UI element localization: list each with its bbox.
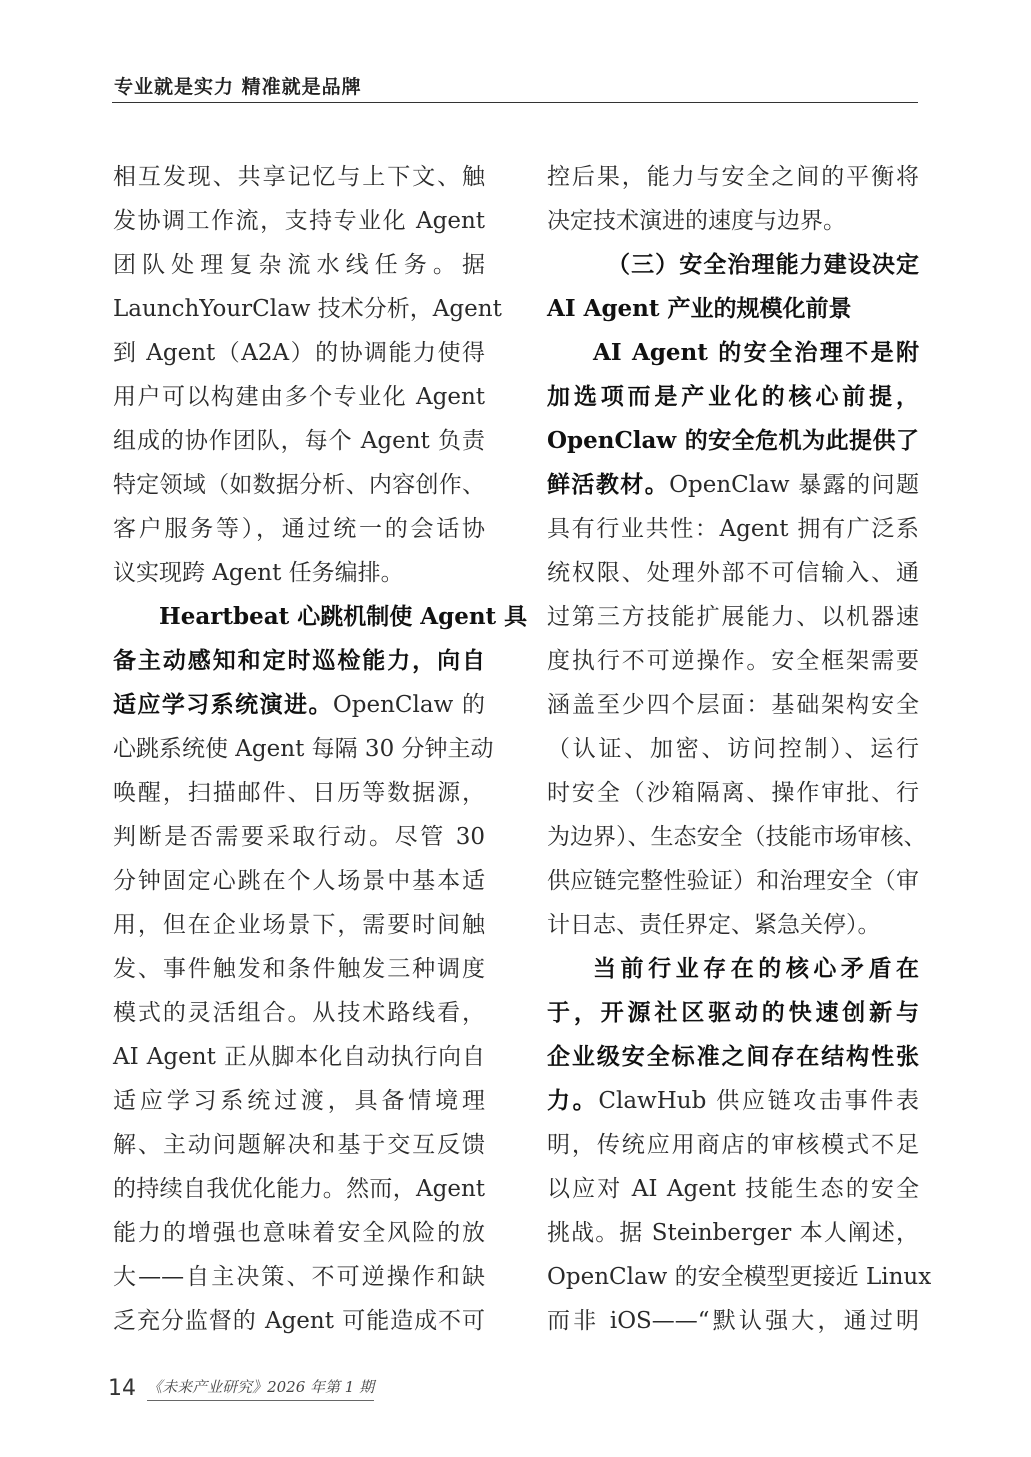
text-line (547, 1167, 919, 1211)
text-run: 用，但在企业场景下，需要时间触 (113, 912, 485, 938)
text-line (547, 551, 919, 595)
footer (108, 1376, 374, 1401)
text-line (113, 683, 485, 727)
text-run: 相互发现、共享记忆与上下文、触 (113, 164, 485, 190)
text-line (113, 1211, 485, 1255)
text-run: 解、主动问题解决和基于交互反馈 (113, 1132, 485, 1158)
text-run: OpenClaw 的 (332, 692, 486, 718)
text-run: 特定领域（如数据分析、内容创作、 (113, 472, 485, 498)
text-line (113, 199, 485, 243)
text-line (547, 463, 919, 507)
text-line (113, 815, 485, 859)
text-line (113, 1255, 485, 1299)
bold-run: 鲜活教材。 (547, 471, 670, 498)
text-line (113, 419, 485, 463)
header-slogan: 专业就是实力 精准就是品牌 (114, 76, 362, 98)
text-line (547, 155, 919, 199)
text-run: 客户服务等），通过统一的会话协 (113, 516, 485, 542)
text-line (547, 1299, 919, 1343)
text-run: 适应学习系统过渡，具备情境理 (113, 1088, 485, 1114)
text-run: 的持续自我优化能力。然而，Agent (113, 1176, 485, 1202)
text-line (113, 991, 485, 1035)
text-run: 决定技术演进的速度与边界。 (547, 208, 846, 234)
text-line (113, 947, 485, 991)
text-run: 为边界）、生态安全（技能市场审核、 (547, 824, 927, 850)
text-run: 具有行业共性：Agent 拥有广泛系 (547, 516, 919, 542)
text-line (547, 947, 919, 991)
text-run: 能力的增强也意味着安全风险的放 (113, 1220, 485, 1246)
text-line (547, 1255, 932, 1299)
header-rule (112, 102, 918, 103)
text-line (113, 1079, 485, 1123)
text-line (547, 507, 919, 551)
text-run: 而非 iOS——“默认强大，通过明 (547, 1308, 919, 1334)
bold-run: 加选项而是产业化的核心前提， (547, 383, 919, 410)
text-line (547, 375, 919, 419)
text-run: 判断是否需要采取行动。尽管 30 (113, 824, 485, 850)
text-run: 过第三方技能扩展能力、以机器速 (547, 604, 919, 630)
text-run: 组成的协作团队，每个 Agent 负责 (113, 428, 485, 454)
text-run: AI Agent 正从脚本化自动执行向自 (113, 1044, 485, 1070)
text-line (113, 1035, 485, 1079)
text-run: 大——自主决策、不可逆操作和缺 (113, 1264, 485, 1290)
text-line (113, 507, 485, 551)
bold-run: （三）安全治理能力建设决定 (607, 251, 919, 278)
right-column (547, 155, 932, 1343)
text-run: 计日志、责任界定、紧急关停）。 (547, 912, 881, 938)
text-run: 统权限、处理外部不可信输入、通 (547, 560, 919, 586)
text-run: 以应对 AI Agent 技能生态的安全 (547, 1176, 919, 1202)
text-run: 分钟固定心跳在个人场景中基本适 (113, 868, 485, 894)
text-line (113, 243, 485, 287)
text-line (113, 859, 485, 903)
text-line (113, 771, 485, 815)
bold-run: OpenClaw 的安全危机为此提供了 (547, 427, 919, 454)
bold-run: 备主动感知和定时巡检能力，向自 (113, 647, 485, 674)
bold-run: 力。 (547, 1087, 599, 1114)
bold-run: AI Agent 的安全治理不是附 (593, 339, 919, 366)
text-line (113, 595, 528, 639)
text-line (113, 375, 485, 419)
text-line (547, 199, 919, 243)
text-line (547, 815, 927, 859)
journal-citation: 《未来产业研究》2026 年第 1 期 (147, 1376, 374, 1401)
text-run: 涵盖至少四个层面：基础架构安全 (547, 692, 919, 718)
text-run: OpenClaw 的安全模型更接近 Linux (547, 1264, 932, 1290)
text-run: 度执行不可逆操作。安全框架需要 (547, 648, 919, 674)
text-run: 时安全（沙箱隔离、操作审批、行 (547, 780, 919, 806)
text-line (547, 683, 919, 727)
text-line (113, 639, 485, 683)
text-line (113, 727, 494, 771)
bold-run: Heartbeat 心跳机制使 Agent 具 (159, 603, 528, 630)
text-run: LaunchYourClaw 技术分析，Agent (113, 296, 502, 322)
text-line (547, 771, 919, 815)
text-run: 供应链完整性验证）和治理安全（审 (547, 868, 919, 894)
text-run: 明，传统应用商店的审核模式不足 (547, 1132, 919, 1158)
page-number: 14 (108, 1376, 136, 1401)
bold-run: 当前行业存在的核心矛盾在 (593, 955, 919, 982)
text-line (113, 331, 485, 375)
text-line (547, 1123, 919, 1167)
text-line (547, 1079, 919, 1123)
text-run: 乏充分监督的 Agent 可能造成不可 (113, 1308, 485, 1334)
text-line (113, 1123, 485, 1167)
text-line (113, 551, 485, 595)
text-run: 用户可以构建由多个专业化 Agent (113, 384, 485, 410)
bold-run: 于，开源社区驱动的快速创新与 (547, 999, 919, 1026)
text-line (547, 1035, 919, 1079)
text-run: 团队处理复杂流水线任务。据 (113, 252, 485, 278)
text-run: 挑战。据 Steinberger 本人阐述， (547, 1220, 919, 1246)
text-run: 到 Agent（A2A）的协调能力使得 (113, 340, 485, 366)
text-run: 心跳系统使 Agent 每隔 30 分钟主动 (113, 736, 494, 762)
text-line (547, 419, 919, 463)
bold-run: AI Agent 产业的规模化前景 (547, 295, 852, 322)
text-line (113, 287, 502, 331)
text-line (547, 243, 919, 287)
text-run: （认证、加密、访问控制）、运行 (547, 736, 919, 762)
text-line (547, 991, 919, 1035)
text-line (547, 595, 919, 639)
text-run: 议实现跨 Agent 任务编排。 (113, 560, 404, 586)
left-column (113, 155, 528, 1343)
text-line (547, 1211, 919, 1255)
text-line (547, 639, 919, 683)
text-line (113, 155, 485, 199)
text-line (547, 859, 919, 903)
text-line (547, 903, 919, 947)
bold-run: 企业级安全标准之间存在结构性张 (547, 1043, 919, 1070)
text-run: 唤醒，扫描邮件、日历等数据源， (113, 780, 485, 806)
text-line (547, 287, 919, 331)
text-run: 发协调工作流，支持专业化 Agent (113, 208, 485, 234)
text-line (113, 463, 485, 507)
text-run: 发、事件触发和条件触发三种调度 (113, 956, 485, 982)
text-run: ClawHub 供应链攻击事件表 (598, 1088, 920, 1114)
text-line (547, 727, 919, 771)
bold-run: 适应学习系统演进。 (113, 691, 333, 718)
text-run: OpenClaw 暴露的问题 (669, 472, 920, 498)
text-run: 模式的灵活组合。从技术路线看， (113, 1000, 485, 1026)
text-line (113, 1167, 485, 1211)
text-line (113, 903, 485, 947)
text-line (547, 331, 919, 375)
text-line (113, 1299, 485, 1343)
text-run: 控后果，能力与安全之间的平衡将 (547, 164, 919, 190)
